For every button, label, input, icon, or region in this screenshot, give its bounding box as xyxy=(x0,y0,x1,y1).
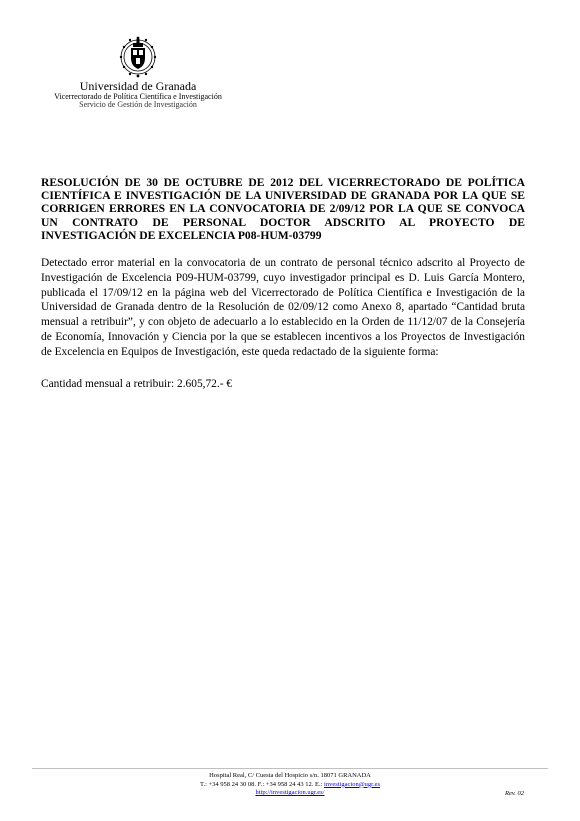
service-name: Servicio de Gestión de Investigación xyxy=(79,99,197,109)
university-crest-logo xyxy=(116,34,160,80)
footer-contact xyxy=(130,781,450,790)
footer-website-link[interactable]: http://investigacion.ugr.es/ xyxy=(255,789,325,797)
footer-divider xyxy=(32,768,548,769)
letterhead xyxy=(48,80,228,109)
footer-phone: T.: +34 958 24 30 08. F.: +34 958 24 43 12. E.: xyxy=(199,780,323,788)
resolution-title: RESOLUCIÓN DE 30 DE OCTUBRE DE 2012 DEL VICERRECTORADO DE POLÍTICA CIENTÍFICA E INVESTIGACIÓN DE LA UNIVERSIDAD DE GRANADA POR LA QUE SE CORRIGEN ERRORES EN LA CONVOCATORIA DE 2/09/12 POR LA QUE SE CONVOCA UN CONTRATO DE PERSONAL DOCTOR ADSCRITO AL PROYECTO DE INVESTIGACIÓN DE EXCELENCIA P08-HUM-03799 xyxy=(41,176,525,242)
university-name: Universidad de Granada xyxy=(79,79,197,93)
vicerrectorado-name: Vicerrectorado de Política Científica e Investigación xyxy=(54,91,222,101)
revision-label: Rev. 02 xyxy=(505,790,525,797)
resolution-body: Detectado error material en la convocatoria de un contrato de personal técnico adscrito al Proyecto de Investigación de Excelencia P09-HUM-03799, cuyo investigador principal es D. Luis García Montero, publicada el 17/09/12 en la página web del Vicerrectorado de Política Científica e Investigación de la Universidad de Granada dentro de la Resolución de 02/09/12 como Anexo 8, apartado “Cantidad bruta mensual a retribuir”, y con objeto de adecuarlo a lo establecido en la Orden de 11/12/07 de la Consejería de Economía, Innovación y Ciencia por la que se establecen incentivos a los Proyectos de Investigación de Excelencia en Equipos de Investigación, este queda redactado de la siguiente forma: xyxy=(41,257,525,358)
footer-website-row xyxy=(130,789,450,798)
monthly-amount: Cantidad mensual a retribuir: 2.605,72.- € xyxy=(41,378,233,390)
footer-address: Hospital Real, C/ Cuesta del Hospicio s/n. 18071 GRANADA xyxy=(209,772,371,779)
footer-email-link[interactable]: investigacion@ugr.es xyxy=(324,780,381,788)
footer xyxy=(130,772,450,798)
